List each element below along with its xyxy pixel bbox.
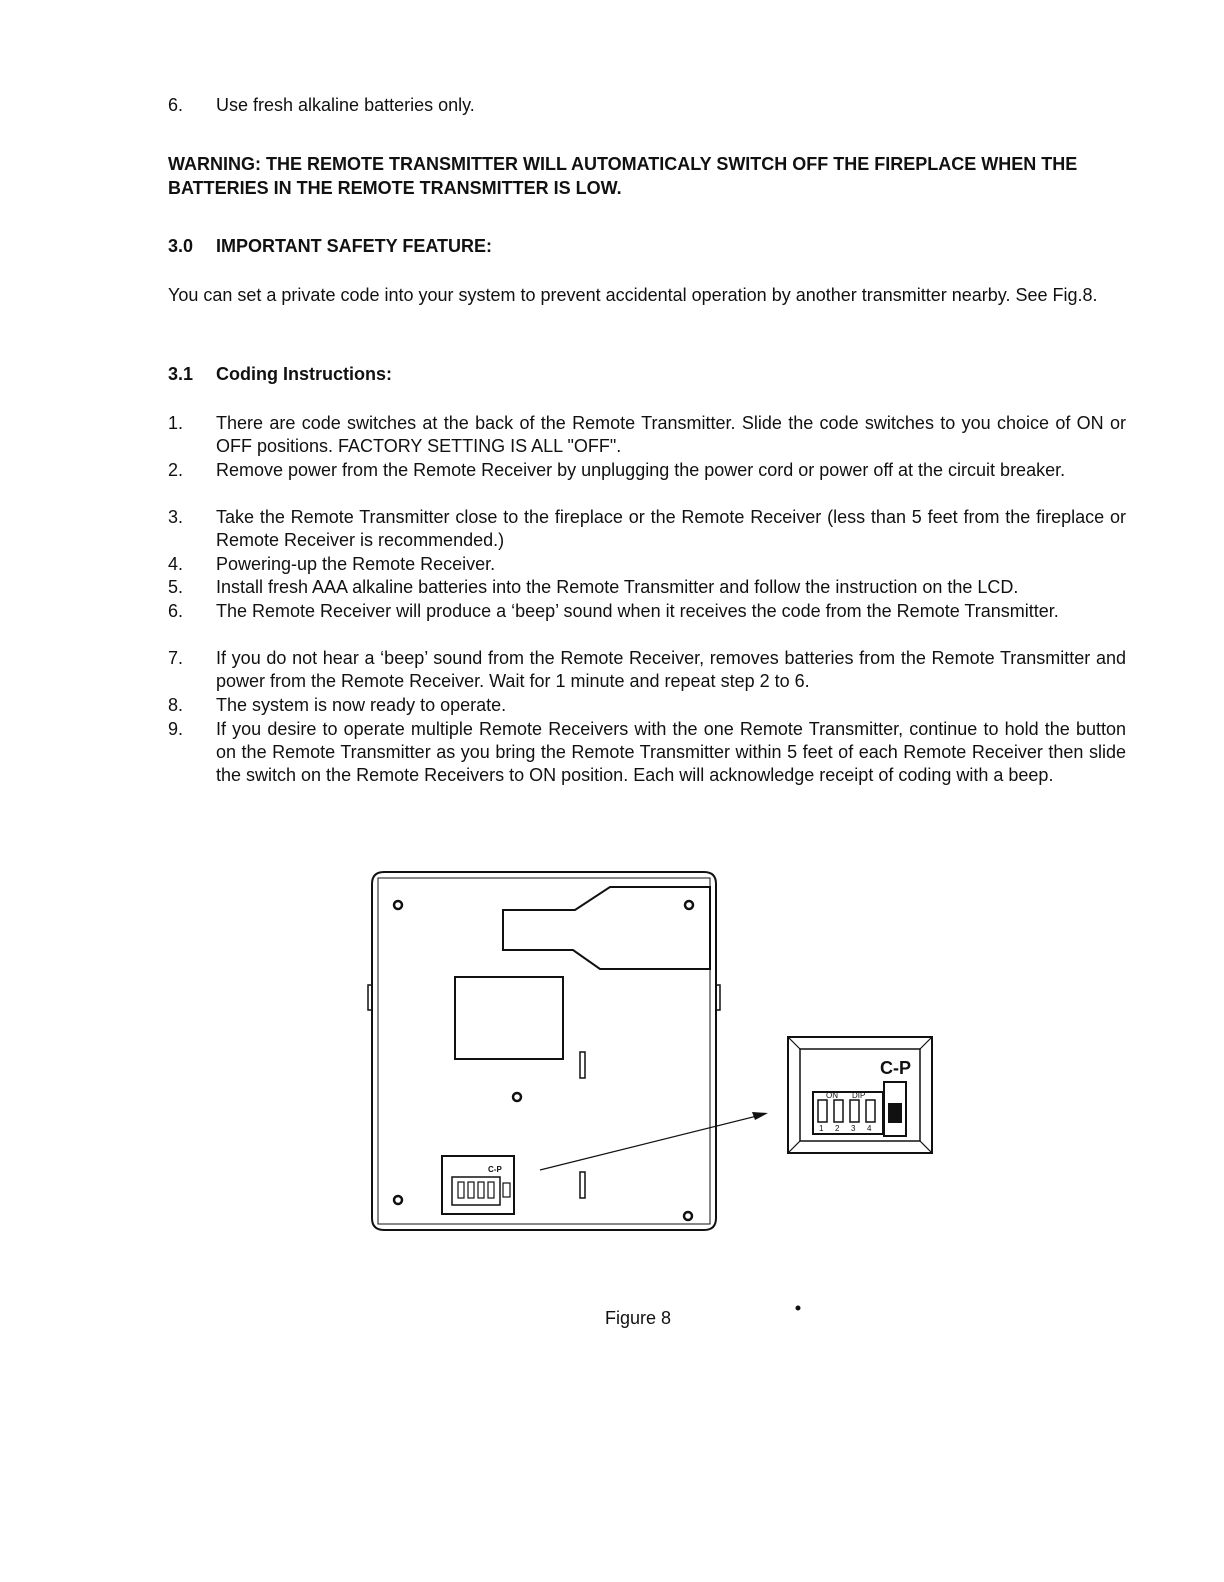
- step-number: 3.: [168, 507, 184, 527]
- callout-arrow-line: [540, 1114, 765, 1170]
- switch-number: 4: [867, 1124, 872, 1133]
- key-shaped-cover: [503, 887, 710, 969]
- section-3-0-body: You can set a private code into your system to prevent accidental operation by another transmitter nearby. See Fig.8.: [168, 285, 1098, 305]
- switch-number: 1: [819, 1124, 824, 1133]
- dip-label-small: C-P: [488, 1165, 502, 1174]
- screw-bottom-right: [684, 1212, 692, 1220]
- screw-top-right: [685, 901, 693, 909]
- cp-switch-slider: [889, 1104, 901, 1122]
- step-number: 5.: [168, 577, 184, 597]
- screw-bottom-left: [394, 1196, 402, 1204]
- step-text: The Remote Receiver will produce a ‘beep’ sound when it receives the code from the Remote Transmitter.: [216, 601, 1059, 621]
- section-title: IMPORTANT SAFETY FEATURE:: [216, 236, 492, 256]
- callout-arrowhead: [752, 1112, 768, 1120]
- section-title: Coding Instructions:: [216, 364, 392, 384]
- step-text: Install fresh AAA alkaline batteries into the Remote Transmitter and follow the instruction on the LCD.: [216, 577, 1019, 597]
- list-number: 6.: [168, 95, 184, 115]
- step-text: Take the Remote Transmitter close to the fireplace or the Remote Receiver (less than 5 feet from the fireplace or Remote Receiver is recommended.): [216, 507, 1126, 550]
- step-text: Remove power from the Remote Receiver by unplugging the power cord or power off at the circuit breaker.: [216, 460, 1066, 480]
- dip-label-large: C-P: [880, 1058, 911, 1078]
- step-number: 6.: [168, 601, 184, 621]
- step-number: 8.: [168, 695, 184, 715]
- step-number: 1.: [168, 413, 184, 433]
- figure-caption: Figure 8: [605, 1308, 672, 1328]
- section-number: 3.1: [168, 364, 194, 384]
- dip-switch-2: [834, 1100, 843, 1122]
- switch-number: 3: [851, 1124, 856, 1133]
- step-text: Powering-up the Remote Receiver.: [216, 554, 496, 574]
- step-text: If you desire to operate multiple Remote Receivers with the one Remote Transmitter, continue to hold the button on the Remote Transmitter as you bring the Remote Transmitter within 5 feet of each Remote Receiver then slide the switch on the Remote Receivers to ON position. Each will acknowledge receipt of coding with a beep.: [216, 719, 1126, 785]
- slot-mark: [580, 1052, 585, 1078]
- dip-block-small: [452, 1177, 500, 1205]
- step-number: 2.: [168, 460, 184, 480]
- step-number: 9.: [168, 719, 184, 739]
- battery-warning: WARNING: THE REMOTE TRANSMITTER WILL AUTOMATICALY SWITCH OFF THE FIREPLACE WHEN THE BATTERIES IN THE REMOTE TRANSMITTER IS LOW.: [168, 154, 1078, 198]
- step-number: 4.: [168, 554, 184, 574]
- step-text: There are code switches at the back of the Remote Transmitter. Slide the code switches to you choice of ON or OFF positions. FACTORY SETTING IS ALL "OFF".: [216, 413, 1126, 456]
- transmitter-inner-outline: [378, 878, 710, 1224]
- dip-label: DIP: [852, 1091, 866, 1100]
- list-text: Use fresh alkaline batteries only.: [216, 95, 475, 115]
- on-label: ON: [826, 1091, 838, 1100]
- dip-switch-3: [850, 1100, 859, 1122]
- section-number: 3.0: [168, 236, 194, 256]
- dip-switch-4: [866, 1100, 875, 1122]
- step-text: If you do not hear a ‘beep’ sound from the Remote Receiver, removes batteries from the Remote Transmitter and power from the Remote Receiver. Wait for 1 minute and repeat step 2 to 6.: [216, 648, 1126, 691]
- switch-number: 2: [835, 1124, 840, 1133]
- dip-block-large: [813, 1092, 883, 1134]
- slot-mark: [580, 1172, 585, 1198]
- screw-top-left: [394, 901, 402, 909]
- screw-center: [513, 1093, 521, 1101]
- step-text: The system is now ready to operate.: [216, 695, 507, 715]
- dip-switch-1: [818, 1100, 827, 1122]
- label-area: [455, 977, 563, 1059]
- transmitter-outline: [372, 872, 716, 1230]
- step-number: 7.: [168, 648, 184, 668]
- stray-dot: [796, 1306, 801, 1311]
